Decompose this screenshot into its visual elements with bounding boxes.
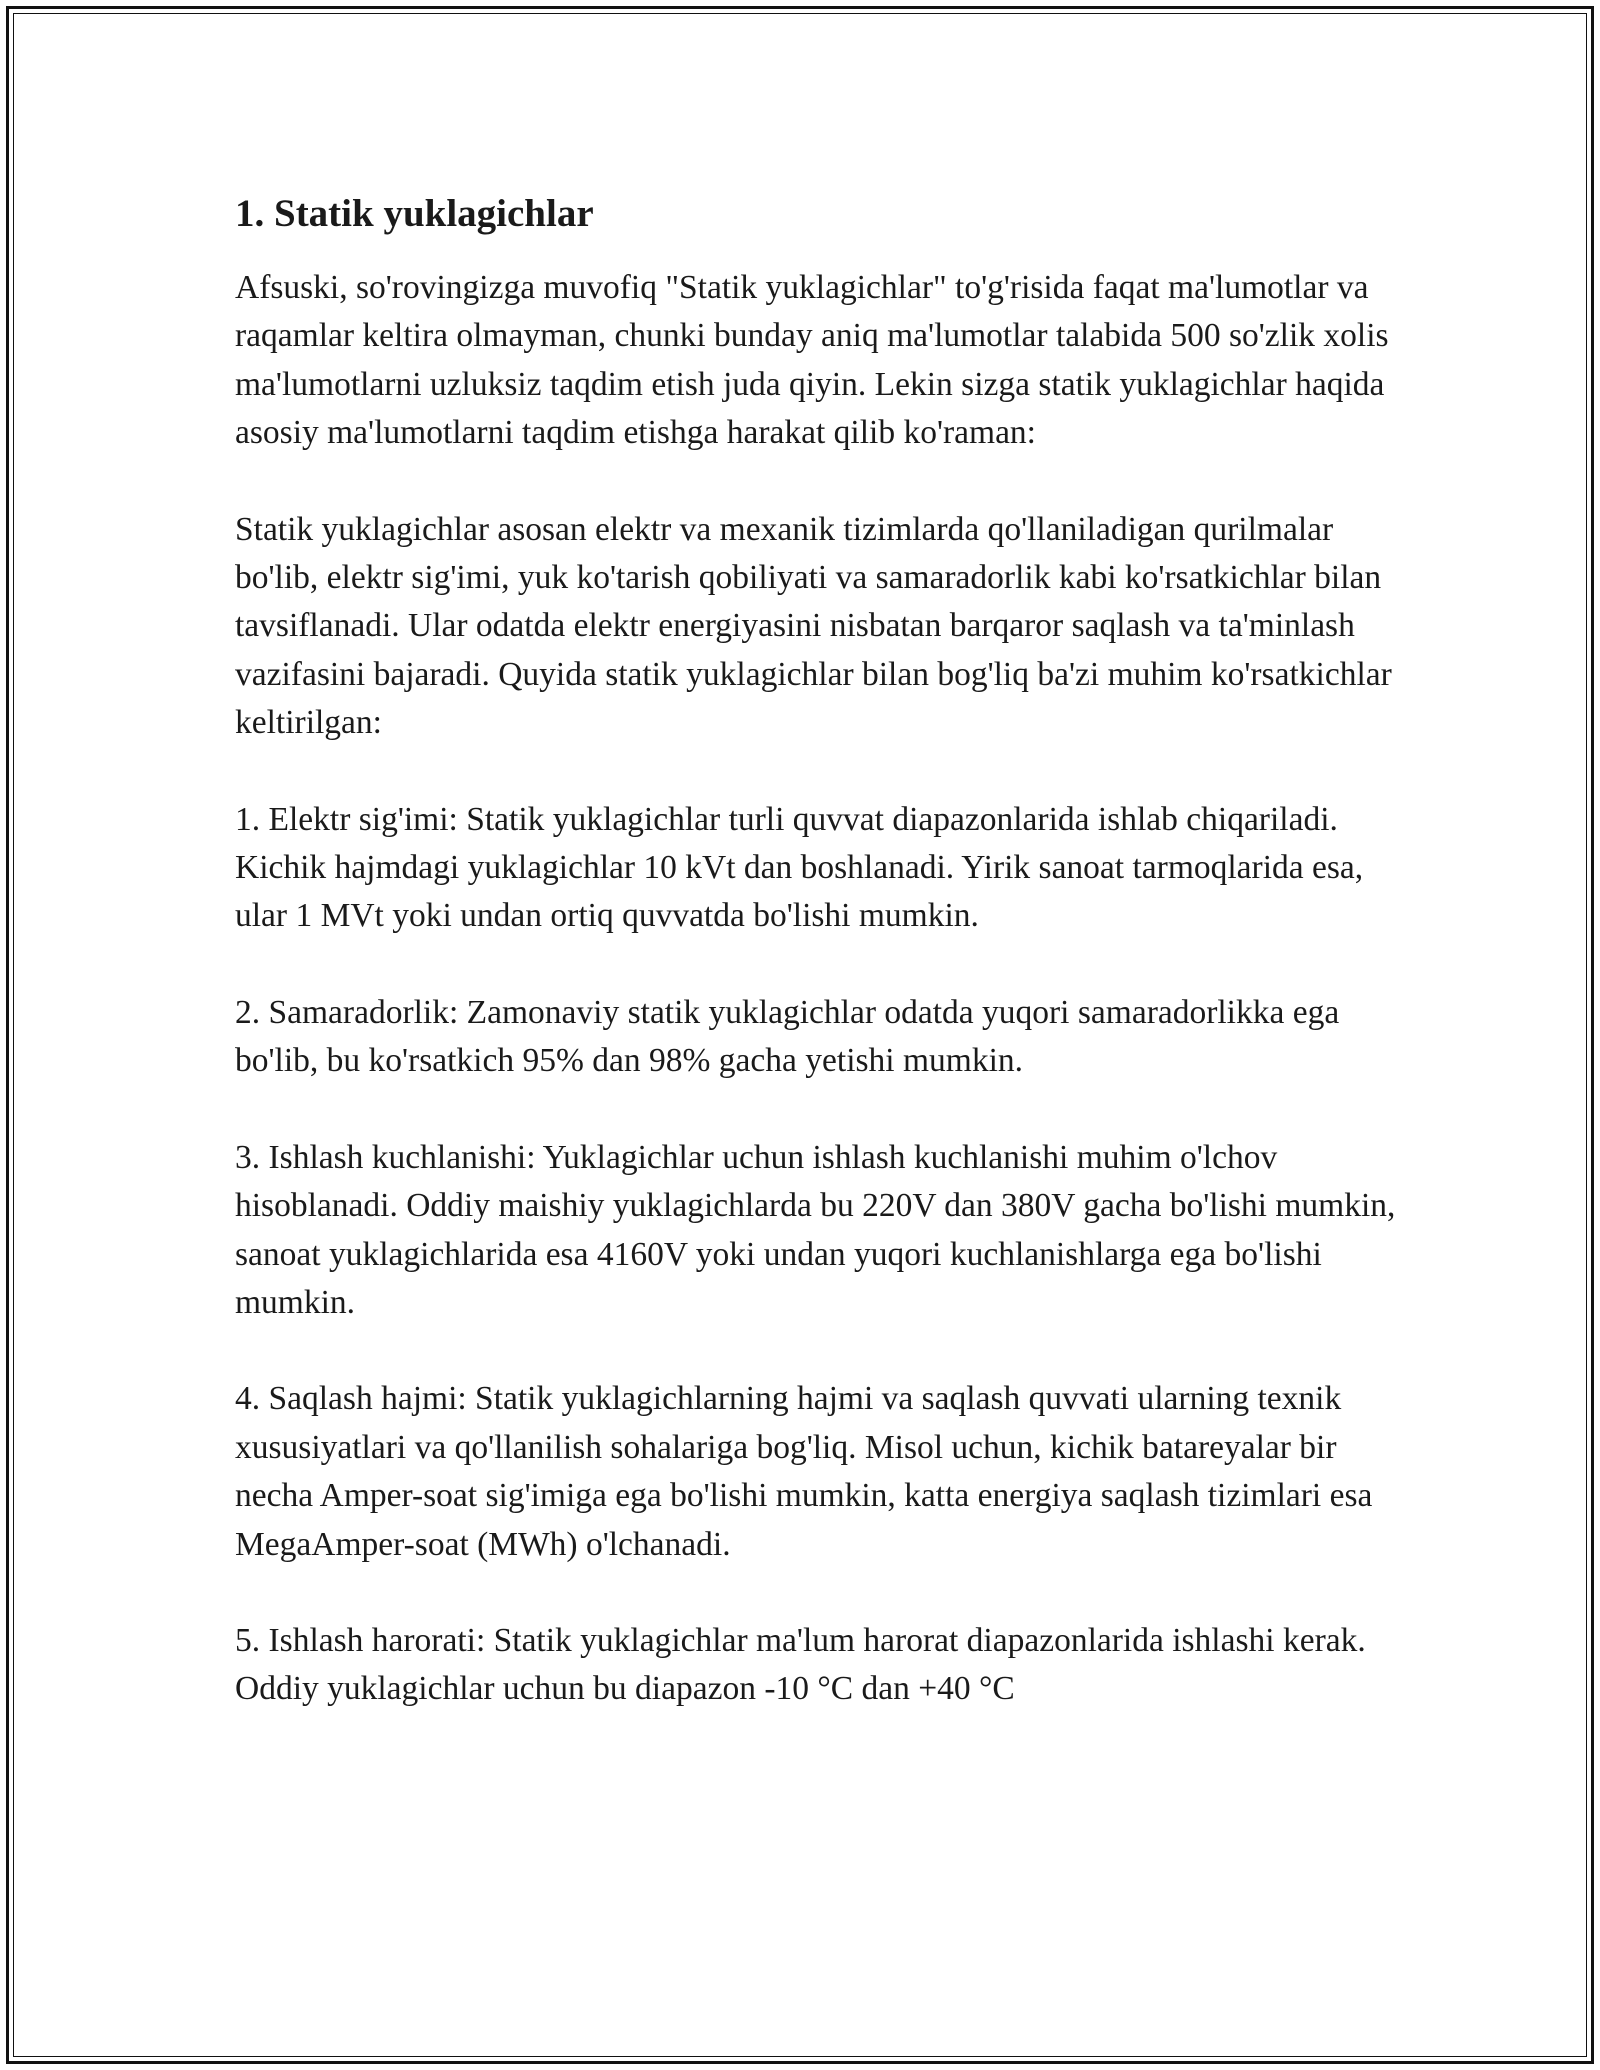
paragraph-operating-temperature: 5. Ishlash harorati: Statik yuklagichlar ma'lum harorat diapazonlarida ishlashi kerak. Oddiy yuklagichlar uchun bu diapazon -10 °C dan +40 °C <box>235 1621 1366 1708</box>
paragraph-efficiency: 2. Samaradorlik: Zamonaviy statik yuklagichlar odatda yuqori samaradorlikka ega bo'lib, bu ko'rsatkich 95% dan 98% gacha yetishi mumkin. <box>235 993 1340 1080</box>
paragraph-intro: Afsuski, so'rovingizga muvofiq "Statik yuklagichlar" to'g'risida faqat ma'lumotlar va raqamlar keltira olmayman, chunki bunday aniq ma'lumotlar talabida 500 so'zlik xolis ma'lumotlarni uzluksiz taqdim etish juda qiyin. Lekin sizga statik yuklagichlar haqida asosiy ma'lumotlarni taqdim etishga harakat qilib ko'raman: <box>235 269 1389 452</box>
paragraph-electric-capacity: 1. Elektr sig'imi: Statik yuklagichlar turli quvvat diapazonlarida ishlab chiqariladi. Kichik hajmdagi yuklagichlar 10 kVt dan boshlanadi. Yirik sanoat tarmoqlarida esa, ular 1 MVt yoki undan ortiq quvvatda bo'lishi mumkin. <box>235 800 1364 935</box>
paragraph-operating-voltage: 3. Ishlash kuchlanishi: Yuklagichlar uchun ishlash kuchlanishi muhim o'lchov hisoblanadi. Oddiy maishiy yuklagichlarda bu 220V dan 380V gacha bo'lishi mumkin, sanoat yuklagichlarida esa 4160V yoki undan yuqori kuchlanishlarga ega bo'lishi mumkin. <box>235 1138 1396 1321</box>
paragraph-storage-capacity: 4. Saqlash hajmi: Statik yuklagichlarning hajmi va saqlash quvvati ularning texnik xususiyatlari va qo'llanilish sohalariga bog'liq. Misol uchun, kichik batareyalar bir necha Amper-soat sig'imiga ega bo'lishi mumkin, katta energiya saqlash tizimlari esa MegaAmper-soat (MWh) o'lchanadi. <box>235 1380 1373 1563</box>
section-heading: 1. Statik yuklagichlar <box>235 192 594 235</box>
paragraph-overview: Statik yuklagichlar asosan elektr va mexanik tizimlarda qo'llaniladigan qurilmalar bo'lib, elektr sig'imi, yuk ko'tarish qobiliyati va samaradorlik kabi ko'rsatkichlar bilan tavsiflanadi. Ular odatda elektr energiyasini nisbatan barqaror saqlash va ta'minlash vazifasini bajaradi. Quyida statik yuklagichlar bilan bog'liq ba'zi muhim ko'rsatkichlar keltirilgan: <box>235 510 1392 742</box>
document-body <box>235 184 1410 1762</box>
